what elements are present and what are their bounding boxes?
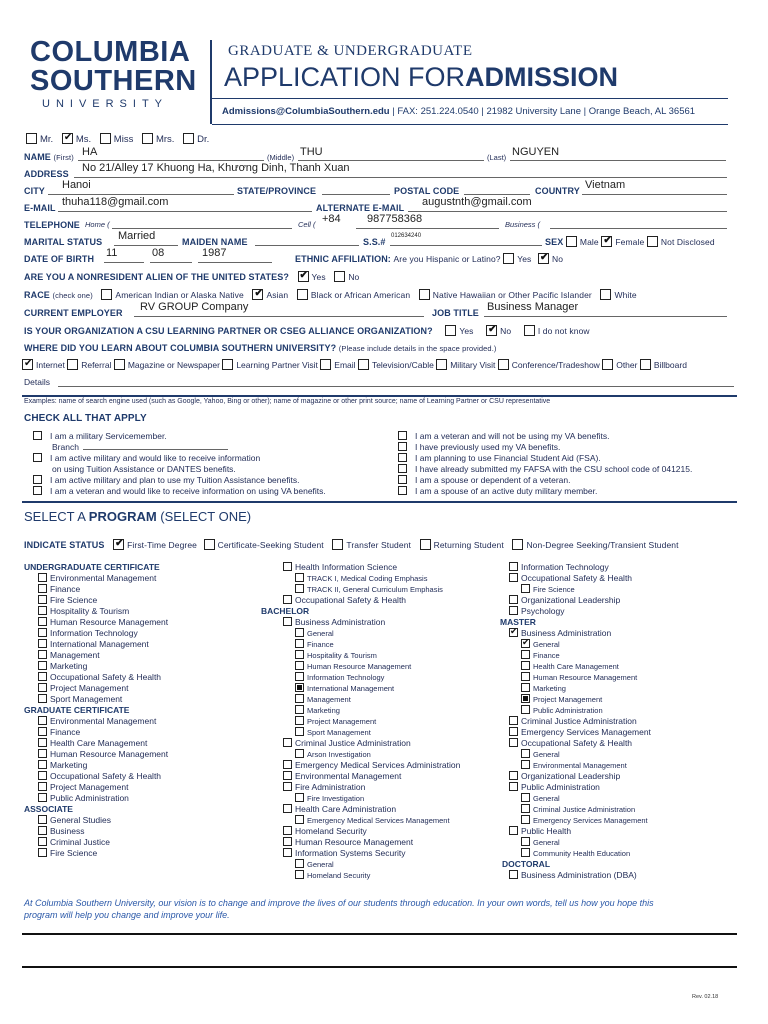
dob-label: DATE OF BIRTH [24, 254, 95, 264]
address-field[interactable]: No 21/Alley 17 Khuong Ha, Khương Dinh, Thanh Xuan [82, 162, 350, 174]
business-phone-label: Business ( [505, 220, 541, 229]
cell-label: Cell ( [298, 220, 316, 229]
program-checkbox[interactable] [295, 793, 304, 802]
program-checkbox[interactable] [38, 617, 47, 626]
military-servicemember-checkbox[interactable] [33, 431, 42, 440]
program-checkbox[interactable] [38, 815, 47, 824]
middle-name-field[interactable]: THU [300, 146, 323, 158]
program-checkbox[interactable] [295, 870, 304, 879]
program-checkbox[interactable] [38, 771, 47, 780]
program-checkbox[interactable] [295, 573, 304, 582]
middle-label: (Middle) [267, 153, 295, 162]
master-ba-general-checkbox[interactable] [521, 639, 530, 648]
program-checkbox[interactable] [295, 584, 304, 593]
last-name-field[interactable]: NGUYEN [512, 146, 560, 158]
program-checkbox[interactable] [521, 672, 530, 681]
ssn-field[interactable]: 012634240 [391, 233, 422, 239]
learn-other-checkbox[interactable] [602, 359, 613, 370]
status-row: INDICATE STATUS ✔ First-Time Degree Certificate-Seeking Student Transfer Student Returning Student Non-Degree Seeking/Transient Student [24, 539, 679, 550]
race-american-indian-checkbox[interactable] [101, 289, 112, 300]
country-field[interactable]: Vietnam [585, 179, 626, 191]
form-title-bold: ADMISSION [465, 62, 619, 92]
status-transfer-checkbox[interactable] [332, 539, 343, 550]
program-checkbox[interactable] [295, 705, 304, 714]
check-all-title: CHECK ALL THAT APPLY [24, 413, 147, 424]
program-checkbox[interactable] [283, 826, 292, 835]
salutation-row [26, 133, 209, 145]
learn-referral-checkbox[interactable] [67, 359, 78, 370]
program-checkbox[interactable] [283, 782, 292, 791]
mr-checkbox[interactable] [26, 133, 37, 144]
learn-magazine-checkbox[interactable] [114, 359, 125, 370]
answer-line-2[interactable] [22, 966, 737, 968]
details-label: Details [24, 377, 50, 387]
spouse-active-duty-checkbox[interactable] [398, 486, 407, 495]
cell-code-field[interactable]: +84 [322, 213, 341, 225]
csu-partner-question: IS YOUR ORGANIZATION A CSU LEARNING PARTNER OR CSEG ALLIANCE ORGANIZATION? Yes ✔ No I do not know [24, 325, 590, 336]
program-checkbox[interactable] [38, 738, 47, 747]
race-pacific-islander-checkbox[interactable] [419, 289, 430, 300]
miss-checkbox[interactable] [100, 133, 111, 144]
miss-label: Miss [113, 134, 134, 145]
program-checkbox[interactable] [38, 573, 47, 582]
program-checkbox[interactable] [38, 694, 47, 703]
marital-field[interactable]: Married [118, 230, 156, 242]
program-checkbox[interactable] [295, 683, 304, 692]
learn-military-visit-checkbox[interactable] [436, 359, 447, 370]
program-checkbox[interactable] [283, 595, 292, 604]
contact-line [222, 106, 695, 117]
veteran-va-info-checkbox[interactable] [33, 486, 42, 495]
nonresident-no-checkbox[interactable] [334, 271, 345, 282]
learn-conference-checkbox[interactable] [498, 359, 509, 370]
program-checkbox[interactable] [509, 573, 518, 582]
program-checkbox[interactable] [295, 639, 304, 648]
header-bottom-rule [212, 124, 728, 125]
program-checkbox[interactable] [521, 694, 530, 703]
dr-label: Dr. [197, 134, 210, 145]
program-checkbox[interactable] [509, 870, 518, 879]
form-title-prefix: APPLICATION FOR [224, 62, 466, 92]
dob-year-field[interactable]: 1987 [202, 247, 227, 259]
program-checkbox[interactable] [295, 661, 304, 670]
ethnic-label: ETHNIC AFFILIATION: Are you Hispanic or Latino? Yes ✔ No [295, 253, 563, 264]
not-disclosed-checkbox[interactable] [647, 236, 658, 247]
nonresident-question: ARE YOU A NONRESIDENT ALIEN OF THE UNITED STATES? ✔ Yes No [24, 271, 359, 282]
program-checkbox[interactable] [509, 606, 518, 615]
vision-statement: At Columbia Southern University, our vision is to change and improve the lives of our students through education. In your own words, tell us how you hope this program will help you change and improve your life. [24, 898, 654, 920]
program-checkbox[interactable] [521, 804, 530, 813]
program-checkbox[interactable] [38, 848, 47, 857]
program-checkbox[interactable] [38, 782, 47, 791]
select-program-title: SELECT A PROGRAM (SELECT ONE) [24, 509, 252, 524]
program-checkbox[interactable] [38, 760, 47, 769]
master-ba-checkbox[interactable] [509, 628, 518, 637]
male-checkbox[interactable] [566, 236, 577, 247]
learn-question: WHERE DID YOU LEARN ABOUT COLUMBIA SOUTHERN UNIVERSITY? (Please include details in the space provided.) [24, 343, 497, 353]
program-checkbox[interactable] [38, 826, 47, 835]
program-checkbox[interactable] [521, 661, 530, 670]
check-all-right: I am a veteran and will not be using my VA benefits. I have previously used my VA benefits. I am planning to use Financial Student Aid (FSA). I have already submitted my FAFSA with the CSU school code of 041215. I am a spouse or dependent of a veteran. I am a spouse of an active duty military member. [398, 430, 692, 497]
program-checkbox[interactable] [38, 683, 47, 692]
program-checkbox[interactable] [38, 793, 47, 802]
job-title-field[interactable]: Business Manager [487, 301, 579, 313]
learn-options-row: ✔Internet Referral Magazine or Newspaper Learning Partner Visit Email Television/Cable Military Visit Conference/Tradeshow Other Billboard [22, 359, 687, 370]
program-checkbox[interactable] [295, 694, 304, 703]
program-column-1: UNDERGRADUATE CERTIFICATE Environmental Management Finance Fire Science Hospitality & Tourism Human Resource Management Information Technology International Management Management Marketing Occupational Safety & Health Project Management Sport Management GRADUATE CERTIFICATE Environmental Management Finance Health Care Management Human Resource Management Marketing Occupational Safety & Health Project Management Public Administration ASSOCIATE General Studies Business Criminal Justice Fire Science [24, 562, 169, 858]
program-checkbox[interactable] [521, 848, 530, 857]
mr-label: Mr. [40, 134, 54, 145]
employer-label: CURRENT EMPLOYER [24, 308, 123, 318]
university-logo [30, 38, 210, 110]
status-certificate-checkbox[interactable] [204, 539, 215, 550]
form-title [224, 62, 618, 93]
maiden-label: MAIDEN NAME [182, 237, 248, 247]
gc-title: GRADUATE CERTIFICATE [24, 705, 130, 715]
alt-email-label: ALTERNATE E-MAIL [316, 203, 405, 213]
hispanic-yes-checkbox[interactable] [503, 253, 514, 264]
alt-email-field[interactable]: augustnth@gmail.com [422, 196, 532, 208]
details-field[interactable] [58, 386, 734, 387]
program-checkbox[interactable] [521, 705, 530, 714]
answer-line-1[interactable] [22, 933, 737, 935]
program-checkbox[interactable] [38, 595, 47, 604]
active-military-ta-info-checkbox[interactable] [33, 453, 42, 462]
program-checkbox[interactable] [295, 727, 304, 736]
city-field[interactable]: Hanoi [62, 179, 91, 191]
city-label: CITY [24, 186, 45, 196]
program-checkbox[interactable] [38, 628, 47, 637]
program-checkbox[interactable] [295, 672, 304, 681]
program-checkbox[interactable] [295, 749, 304, 758]
program-checkbox[interactable] [509, 782, 518, 791]
program-checkbox[interactable] [509, 562, 518, 571]
program-checkbox[interactable] [38, 650, 47, 659]
program-checkbox[interactable] [38, 639, 47, 648]
ssn-label: S.S.# [363, 237, 386, 247]
race-asian-checkbox[interactable] [252, 289, 263, 300]
home-label: Home ( [85, 220, 110, 229]
program-checkbox[interactable] [283, 837, 292, 846]
mrs-label: Mrs. [155, 134, 175, 145]
program-checkbox[interactable] [283, 562, 292, 571]
country-label: COUNTRY [535, 186, 580, 196]
program-checkbox[interactable] [38, 584, 47, 593]
program-column-2: Health Information Science TRACK I, Medical Coding Emphasis TRACK II, General Curriculum Emphasis Occupational Safety & Health BACHELOR Business Administration General Finance Hospitality & Tourism Human Resource Management Information Technology International Management Management Marketing Project Management Sport Management Criminal Justice Administration Arson Investigation Emergency Medical Services Administration Environmental Management Fire Administration Fire Investigation Health Care Administration Emergency Medical Services Management Homeland Security Human Resource Management Information Systems Security General Homeland Security [261, 562, 461, 880]
address-label: ADDRESS [24, 169, 69, 179]
last-label: (Last) [487, 153, 507, 162]
ugc-title: UNDERGRADUATE CERTIFICATE [24, 562, 160, 572]
program-checkbox[interactable] [521, 793, 530, 802]
program-checkbox[interactable] [38, 749, 47, 758]
program-column-3: Information Technology Occupational Safety & Health Fire Science Organizational Leadership Psychology MASTER ✔Business Administration ✔General Finance Health Care Management Human Resource Management Marketing Project Management Public Administration Criminal Justice Administration Emergency Services Management Occupational Safety & Health General Environmental Management Organizational Leadership Public Administration General Criminal Justice Administration Emergency Services Management Public Health General Community Health Education DOCTORAL Business Administration (DBA) [509, 562, 651, 881]
program-checkbox[interactable] [509, 826, 518, 835]
program-checkbox[interactable] [509, 595, 518, 604]
ms-checkbox[interactable] [62, 133, 73, 144]
spouse-dependent-veteran-checkbox[interactable] [398, 475, 407, 484]
learn-billboard-checkbox[interactable] [640, 359, 651, 370]
race-white-checkbox[interactable] [600, 289, 611, 300]
nonresident-yes-checkbox[interactable] [298, 271, 309, 282]
veteran-no-va-checkbox[interactable] [398, 431, 407, 440]
email-label: E-MAIL [24, 203, 56, 213]
doctoral-title: DOCTORAL [502, 859, 551, 869]
learn-partner-visit-checkbox[interactable] [222, 359, 233, 370]
name-label: NAME (First) [24, 152, 74, 162]
partner-no-checkbox[interactable] [486, 325, 497, 336]
dr-checkbox[interactable] [183, 133, 194, 144]
program-checkbox[interactable] [283, 617, 292, 626]
ms-label: Ms. [75, 134, 92, 145]
learn-email-checkbox[interactable] [320, 359, 331, 370]
program-checkbox[interactable] [283, 738, 292, 747]
program-checkbox[interactable] [38, 661, 47, 670]
job-title-label: JOB TITLE [432, 308, 479, 318]
employer-field[interactable]: RV GROUP Company [140, 301, 249, 313]
program-checkbox[interactable] [521, 650, 530, 659]
learn-television-checkbox[interactable] [358, 359, 369, 370]
dob-day-field[interactable]: 11 [106, 247, 118, 259]
program-checkbox[interactable] [295, 650, 304, 659]
postal-label: POSTAL CODE [394, 186, 460, 196]
program-checkbox[interactable] [521, 837, 530, 846]
program-checkbox[interactable] [283, 804, 292, 813]
race-black-checkbox[interactable] [297, 289, 308, 300]
section-rule-2 [22, 501, 737, 503]
program-checkbox[interactable] [521, 815, 530, 824]
state-label: STATE/PROVINCE [237, 186, 317, 196]
partner-dont-know-checkbox[interactable] [524, 325, 535, 336]
program-checkbox[interactable] [295, 716, 304, 725]
hispanic-no-checkbox[interactable] [538, 253, 549, 264]
partner-yes-checkbox[interactable] [445, 325, 456, 336]
header-divider [210, 40, 212, 124]
learn-internet-checkbox[interactable] [22, 359, 33, 370]
first-name-field[interactable]: HA [82, 146, 98, 158]
program-checkbox[interactable] [509, 727, 518, 736]
previously-used-va-checkbox[interactable] [398, 442, 407, 451]
program-checkbox[interactable] [295, 815, 304, 824]
program-checkbox[interactable] [295, 859, 304, 868]
logo-line3: UNIVERSITY [42, 98, 169, 110]
revision-label: Rev. 02.18 [692, 994, 719, 1000]
status-non-degree-checkbox[interactable] [512, 539, 523, 550]
female-checkbox[interactable] [601, 236, 612, 247]
check-all-left: I am a military Servicemember. Branch I am active military and would like to receive information on using Tuition Assistance or DANTES benefits. I am active military and plan to use my Tuition Assistance benefits. I am a veteran and would like to receive information on using VA benefits. [33, 430, 326, 497]
program-checkbox[interactable] [38, 837, 47, 846]
program-checkbox[interactable] [521, 584, 530, 593]
associate-title: ASSOCIATE [24, 804, 73, 814]
program-checkbox[interactable] [283, 771, 292, 780]
examples-note: Examples: name of search engine used (such as Google, Yahoo, Bing or other); name of magazine or other print source; name of Learning Partner or CSU representative [24, 398, 551, 405]
program-checkbox[interactable] [509, 716, 518, 725]
sex-label: SEX Male ✔ Female Not Disclosed [545, 236, 715, 247]
dob-month-field[interactable]: 08 [152, 247, 165, 259]
program-checkbox[interactable] [521, 760, 530, 769]
program-checkbox[interactable] [38, 727, 47, 736]
admissions-email-link[interactable]: Admissions@ColumbiaSouthern.edu [222, 106, 390, 117]
bachelor-title: BACHELOR [261, 606, 310, 616]
header-rule [212, 98, 728, 99]
program-checkbox[interactable] [38, 606, 47, 615]
program-checkbox[interactable] [509, 771, 518, 780]
mrs-checkbox[interactable] [142, 133, 153, 144]
status-first-time-checkbox[interactable] [113, 539, 124, 550]
planning-fsa-checkbox[interactable] [398, 453, 407, 462]
contact-details: | FAX: 251.224.0540 | 21982 University Lane | Orange Beach, AL 36561 [392, 106, 696, 117]
program-checkbox[interactable] [283, 848, 292, 857]
program-checkbox[interactable] [521, 749, 530, 758]
master-title: MASTER [500, 617, 536, 627]
program-checkbox[interactable] [38, 672, 47, 681]
program-checkbox[interactable] [38, 716, 47, 725]
email-field[interactable]: thuha118@gmail.com [62, 196, 169, 208]
race-row: RACE (check one) American Indian or Alaska Native ✔ Asian Black or African American Native Hawaiian or Other Pacific Islander White [24, 289, 637, 300]
program-checkbox[interactable] [295, 628, 304, 637]
program-checkbox[interactable] [521, 683, 530, 692]
telephone-label: TELEPHONE [24, 220, 80, 230]
cell-number-field[interactable]: 987758368 [367, 213, 423, 225]
status-returning-checkbox[interactable] [420, 539, 431, 550]
logo-line1: COLUMBIA [30, 36, 191, 68]
section-rule-1 [22, 395, 737, 397]
program-checkbox[interactable] [283, 760, 292, 769]
logo-line2: SOUTHERN [30, 65, 197, 97]
marital-label: MARITAL STATUS [24, 237, 103, 247]
active-military-ta-plan-checkbox[interactable] [33, 475, 42, 484]
form-subtitle: GRADUATE & UNDERGRADUATE [228, 43, 473, 59]
program-checkbox[interactable] [509, 738, 518, 747]
submitted-fafsa-checkbox[interactable] [398, 464, 407, 473]
